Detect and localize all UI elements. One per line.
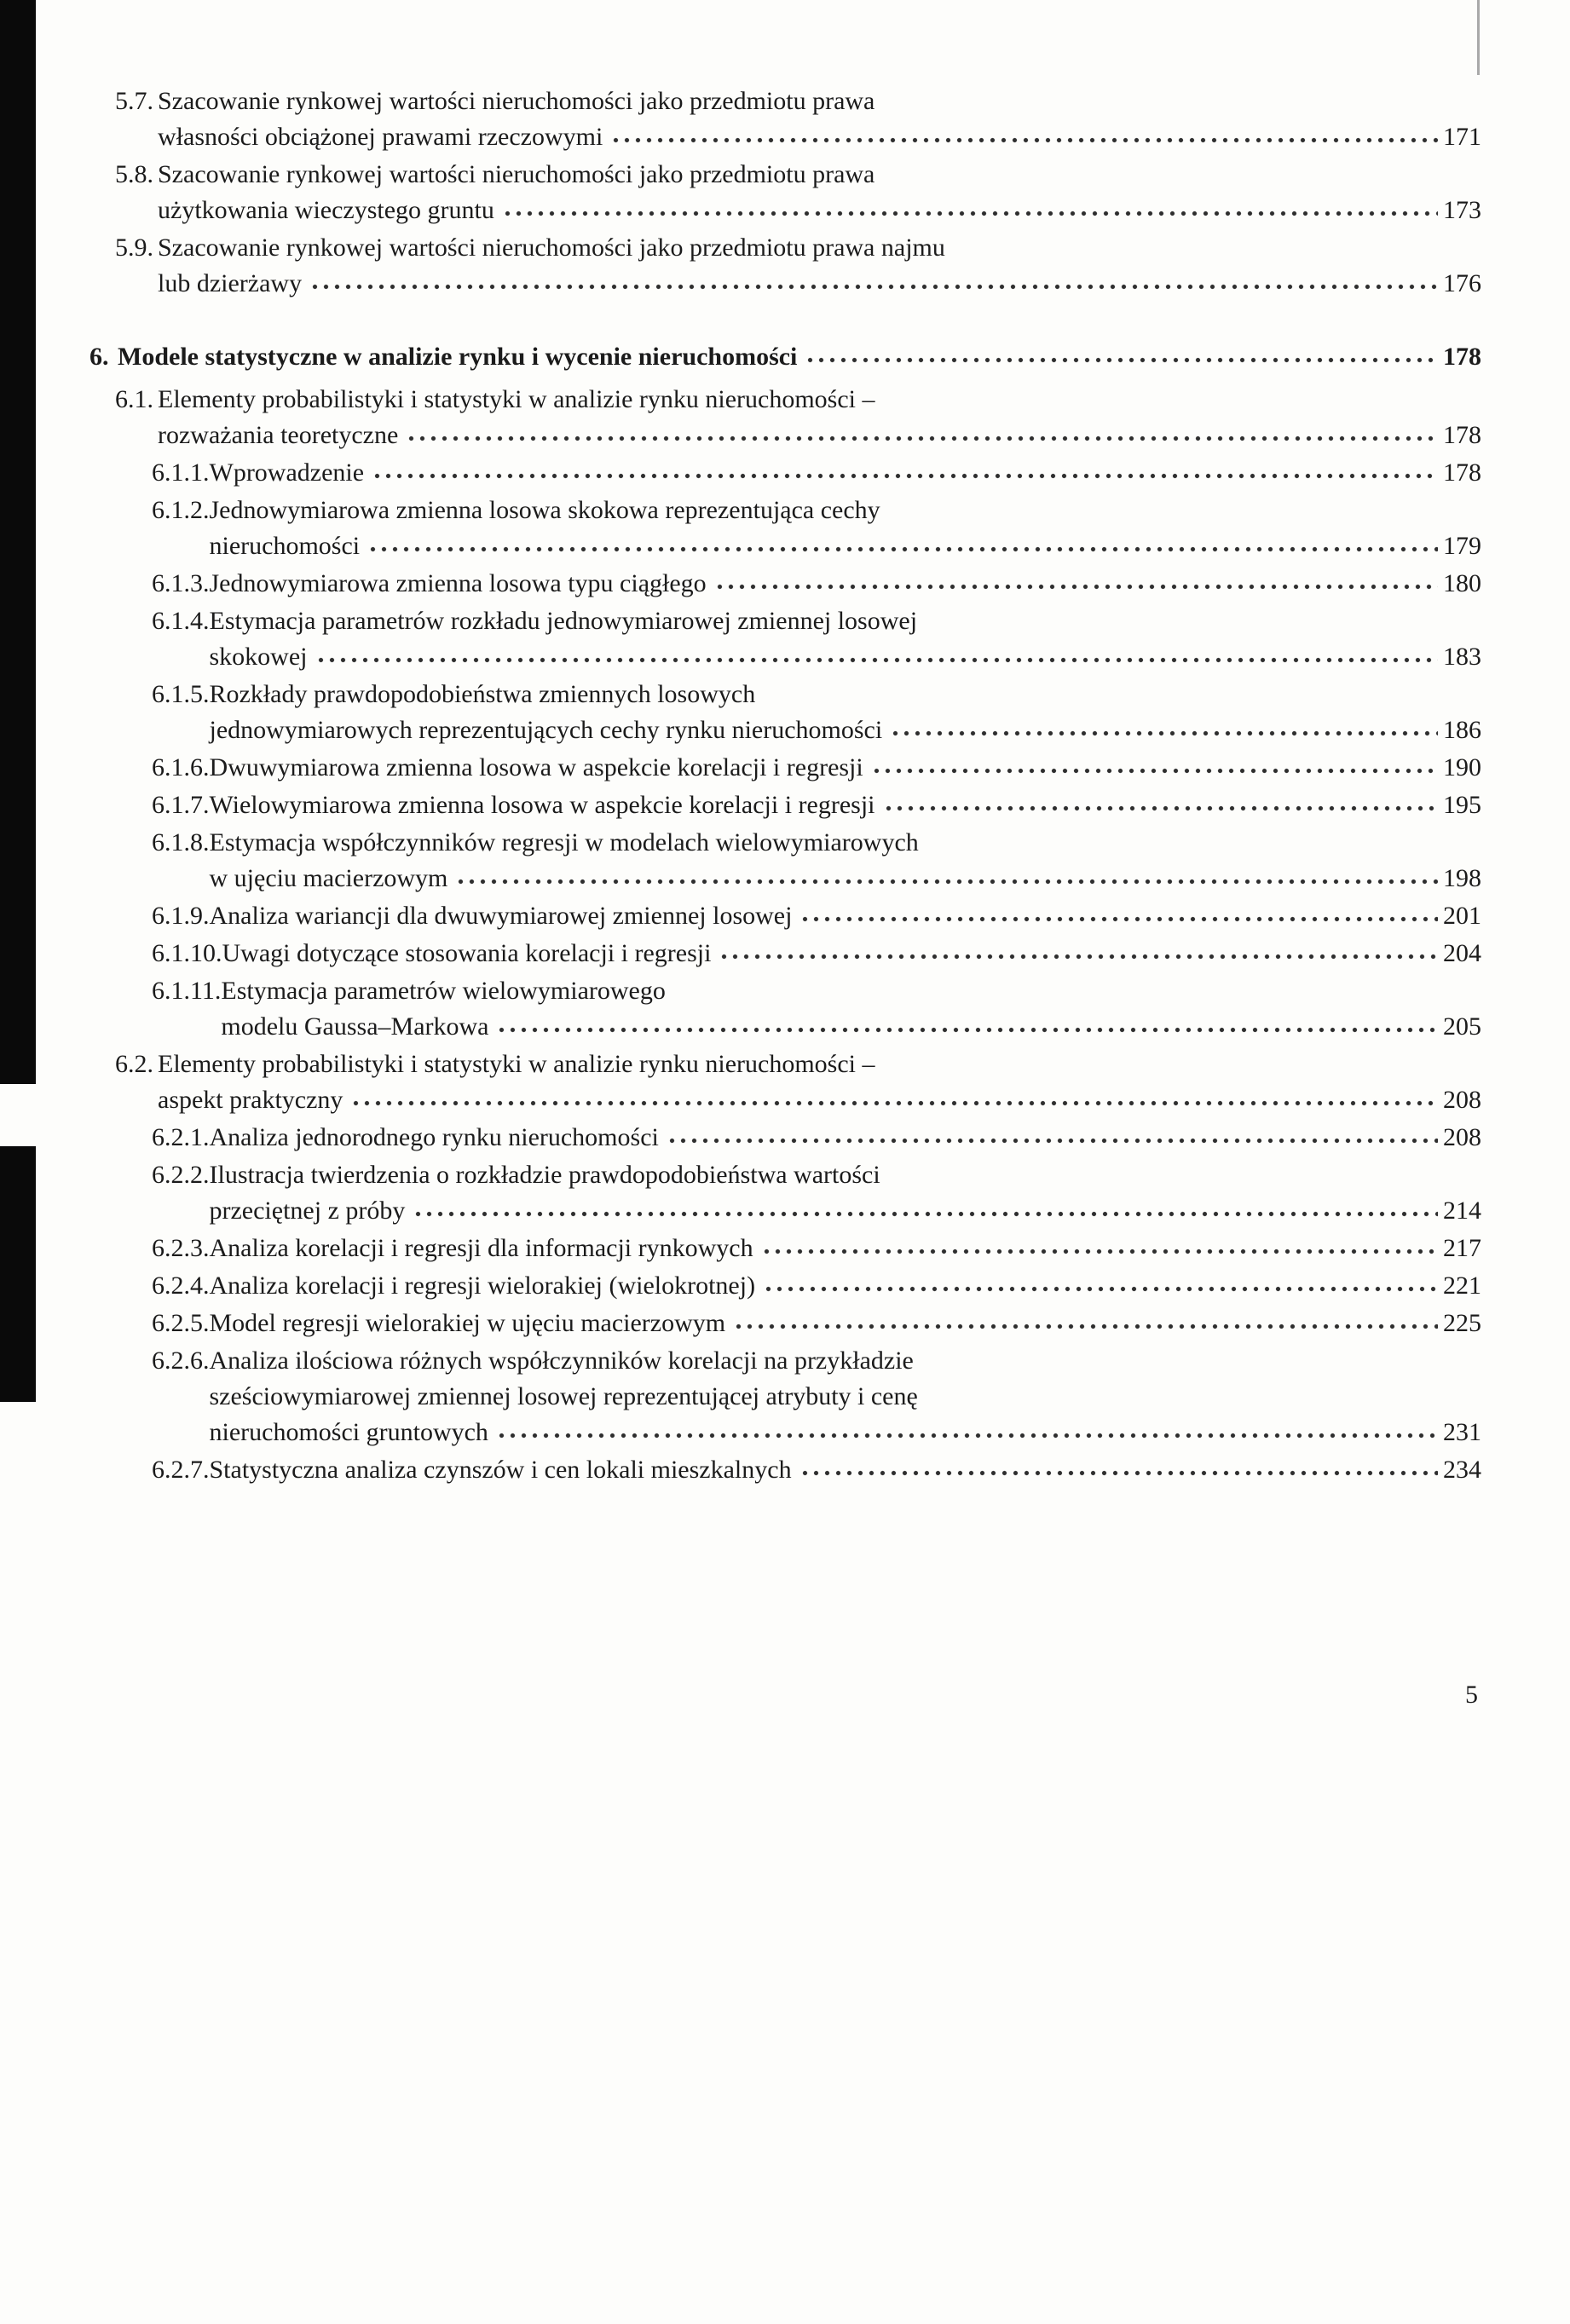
dot-leader: [799, 1470, 1438, 1476]
toc-entry-body: [210, 1120, 1482, 1156]
toc-entry-title: własności obciążonej prawami rzeczowymi: [158, 123, 603, 151]
dot-leader: [883, 805, 1439, 811]
toc-entry-page: 179: [1443, 532, 1481, 560]
toc-entry-number: 6.2.2.: [152, 1161, 210, 1189]
toc-entry: [89, 936, 1481, 972]
toc-entry-page: 186: [1443, 716, 1481, 744]
toc-entry-title: Uwagi dotyczące stosowania korelacji i regresji: [222, 939, 712, 967]
toc-entry-page: 231: [1443, 1418, 1481, 1446]
toc-entry-title: Dwuwymiarowa zmienna losowa w aspekcie korelacji i regresji: [209, 753, 863, 781]
toc-entry-page: 205: [1443, 1012, 1481, 1041]
toc-entry-title-line: Estymacja współczynników regresji w modelach wielowymiarowych: [209, 828, 919, 856]
dot-leader: [350, 1100, 1438, 1106]
toc-entry-number: 6.1.7.: [152, 791, 210, 819]
toc-entry-title: aspekt praktyczny: [158, 1086, 343, 1114]
toc-entry: [89, 455, 1481, 491]
toc-entry: [89, 84, 1481, 155]
toc-entry: [89, 973, 1481, 1045]
toc-entry-title: Wielowymiarowa zmienna losowa w aspekcie korelacji i regresji: [209, 791, 875, 819]
toc-entry-title: lub dzierżawy: [158, 269, 303, 297]
dot-leader: [413, 1211, 1438, 1217]
toc-entry-title-line: Rozkłady prawdopodobieństwa zmiennych losowych: [209, 680, 756, 708]
toc-entry: [89, 493, 1481, 564]
dot-leader: [610, 137, 1438, 143]
toc-entry-body: [158, 1047, 1481, 1118]
toc-entry-page: 198: [1443, 864, 1481, 892]
page-number: 5: [1465, 1681, 1478, 1709]
toc-entry-title: rozważania teoretyczne: [158, 421, 399, 449]
toc-entry-body: [210, 455, 1482, 491]
toc-entry-title-line: Estymacja parametrów wielowymiarowego: [221, 977, 666, 1005]
toc-entry-title: nieruchomości: [209, 532, 361, 560]
toc-entry-body: [158, 84, 1481, 155]
toc-entry: [89, 750, 1481, 786]
toc-entry-number: 6.2.1.: [152, 1123, 210, 1151]
toc-entry: [89, 1306, 1481, 1341]
toc-entry-number: 6.2.4.: [152, 1272, 210, 1300]
dot-leader: [714, 584, 1438, 590]
toc-entry: [89, 230, 1481, 302]
toc-entry-page: 208: [1443, 1086, 1481, 1114]
toc-entry-number: 6.1.8.: [152, 828, 210, 856]
toc-entry: [89, 603, 1481, 675]
dot-leader: [719, 954, 1438, 960]
toc-entry-number: 6.2.3.: [152, 1234, 210, 1262]
toc-entry-page: 183: [1443, 643, 1481, 671]
toc-entry-body: [210, 1343, 1482, 1450]
toc-entry: [89, 825, 1481, 897]
toc-entry: [89, 1343, 1481, 1450]
toc-entry-title: Analiza wariancji dla dwuwymiarowej zmiennej losowej: [209, 902, 793, 930]
dot-leader: [667, 1138, 1438, 1144]
toc-entry-page: 173: [1443, 196, 1481, 224]
dot-leader: [367, 546, 1438, 552]
toc-entry: [89, 787, 1481, 823]
toc-entry-body: [210, 493, 1482, 564]
dot-leader: [455, 879, 1438, 885]
table-of-contents: [89, 84, 1481, 1490]
dot-leader: [871, 768, 1438, 774]
toc-entry-page: 178: [1443, 421, 1481, 449]
toc-entry-title: nieruchomości gruntowych: [209, 1418, 488, 1446]
toc-entry-number: 5.7.: [115, 87, 153, 115]
toc-entry-page: 208: [1443, 1123, 1481, 1151]
dot-leader: [496, 1433, 1438, 1439]
dot-leader: [799, 916, 1438, 922]
toc-entry-number: 5.9.: [115, 234, 153, 262]
toc-entry-body: [158, 382, 1481, 453]
toc-entry-title-line: Szacowanie rynkowej wartości nieruchomości jako przedmiotu prawa: [158, 87, 875, 115]
toc-entry-page: 225: [1443, 1309, 1481, 1337]
toc-entry-number: 6.1.3.: [152, 569, 210, 597]
toc-entry-number: 6.2.7.: [152, 1456, 210, 1484]
toc-entry: [89, 898, 1481, 934]
toc-entry-number: 6.1.2.: [152, 496, 210, 524]
toc-entry-number: 6.1.10.: [152, 939, 222, 967]
toc-entry-body: [210, 566, 1482, 602]
toc-entry: [89, 157, 1481, 228]
toc-entry-title-line: Ilustracja twierdzenia o rozkładzie prawdopodobieństwa wartości: [209, 1161, 880, 1189]
toc-entry-title: przeciętnej z próby: [209, 1197, 406, 1225]
dot-leader: [496, 1027, 1438, 1033]
toc-entry-title: Model regresji wielorakiej w ujęciu macierzowym: [209, 1309, 726, 1337]
toc-entry-number: 6.1.11.: [152, 977, 222, 1005]
toc-entry-title: Statystyczna analiza czynszów i cen lokali mieszkalnych: [209, 1456, 792, 1484]
toc-entry-title-line: Elementy probabilistyki i statystyki w analizie rynku nieruchomości –: [158, 385, 875, 413]
toc-entry-title-line: Szacowanie rynkowej wartości nieruchomości jako przedmiotu prawa: [158, 160, 875, 188]
toc-entry-page: 201: [1443, 902, 1481, 930]
toc-entry-page: 171: [1443, 123, 1481, 151]
toc-entry-body: [221, 973, 1481, 1045]
toc-entry-title-line: Elementy probabilistyki i statystyki w analizie rynku nieruchomości –: [158, 1050, 875, 1078]
toc-entry-number: 6.2.6.: [152, 1347, 210, 1375]
toc-entry: [89, 1047, 1481, 1118]
dot-leader: [315, 657, 1439, 663]
dot-leader: [309, 284, 1438, 290]
toc-entry-page: 190: [1443, 753, 1481, 781]
toc-entry-number: 6.2.: [115, 1050, 153, 1078]
toc-entry-title-line: Jednowymiarowa zmienna losowa skokowa reprezentująca cechy: [209, 496, 880, 524]
toc-entry: [89, 1157, 1481, 1229]
toc-entry-body: [118, 339, 1481, 375]
toc-entry-body: [210, 677, 1482, 748]
dot-leader: [502, 210, 1438, 216]
toc-entry-number: 6.1.1.: [152, 458, 210, 487]
toc-entry-title: Modele statystyczne w analizie rynku i wycenie nieruchomości: [118, 343, 798, 371]
toc-entry-title: Wprowadzenie: [209, 458, 365, 487]
toc-entry-body: [210, 825, 1482, 897]
toc-entry-body: [210, 1268, 1482, 1304]
dot-leader: [761, 1249, 1438, 1254]
toc-entry-title-line: Szacowanie rynkowej wartości nieruchomości jako przedmiotu prawa najmu: [158, 234, 945, 262]
toc-entry: [89, 566, 1481, 602]
dot-leader: [733, 1323, 1438, 1329]
toc-entry-number: 6.1.5.: [152, 680, 210, 708]
toc-entry-number: 6.: [89, 343, 109, 371]
toc-entry-body: [158, 230, 1481, 302]
toc-entry-page: 221: [1443, 1272, 1481, 1300]
scan-artifact-left-bar-bottom: [0, 1146, 36, 1402]
scan-artifact-top-right-line: [1477, 0, 1480, 75]
toc-entry: [89, 677, 1481, 748]
toc-entry-number: 6.1.9.: [152, 902, 210, 930]
toc-entry-title: Analiza jednorodnego rynku nieruchomości: [209, 1123, 659, 1151]
toc-entry-number: 6.1.4.: [152, 607, 210, 635]
toc-entry-body: [158, 157, 1481, 228]
toc-entry-body: [210, 750, 1482, 786]
toc-entry-number: 5.8.: [115, 160, 153, 188]
toc-entry-title: Jednowymiarowa zmienna losowa typu ciągłego: [209, 569, 707, 597]
toc-entry-number: 6.1.6.: [152, 753, 210, 781]
toc-entry-title: skokowej: [209, 643, 308, 671]
toc-entry: [89, 382, 1481, 453]
toc-entry-title: modelu Gaussa–Markowa: [221, 1012, 489, 1041]
toc-entry-page: 180: [1443, 569, 1481, 597]
toc-entry-body: [222, 936, 1482, 972]
dot-leader: [890, 730, 1438, 736]
toc-entry-body: [210, 1231, 1482, 1266]
toc-entry: [89, 1120, 1481, 1156]
toc-entry-body: [210, 1157, 1482, 1229]
toc-entry-body: [210, 1306, 1482, 1341]
toc-entry: [89, 1231, 1481, 1266]
toc-entry-title: jednowymiarowych reprezentujących cechy rynku nieruchomości: [209, 716, 883, 744]
dot-leader: [372, 473, 1438, 479]
toc-entry-page: 234: [1443, 1456, 1481, 1484]
toc-entry-body: [210, 787, 1482, 823]
dot-leader: [805, 357, 1438, 363]
toc-entry-page: 195: [1443, 791, 1481, 819]
toc-entry-page: 176: [1443, 269, 1481, 297]
toc-entry-page: 214: [1443, 1197, 1481, 1225]
dot-leader: [406, 435, 1438, 441]
toc-entry-page: 178: [1443, 343, 1481, 371]
toc-entry-number: 6.1.: [115, 385, 153, 413]
toc-entry-title: Analiza korelacji i regresji dla informacji rynkowych: [209, 1234, 753, 1262]
toc-entry-title-line: Estymacja parametrów rozkładu jednowymiarowej zmiennej losowej: [209, 607, 918, 635]
toc-entry-page: 204: [1443, 939, 1481, 967]
toc-entry: [89, 1452, 1481, 1488]
toc-entry-number: 6.2.5.: [152, 1309, 210, 1337]
scan-artifact-left-bar-top: [0, 0, 36, 1084]
toc-entry-title-line: sześciowymiarowej zmiennej losowej reprezentującej atrybuty i cenę: [209, 1382, 918, 1410]
toc-entry-title: w ujęciu macierzowym: [209, 864, 448, 892]
toc-entry-title-line: Analiza ilościowa różnych współczynników korelacji na przykładzie: [209, 1347, 914, 1375]
toc-entry-body: [210, 898, 1482, 934]
toc-entry-body: [210, 603, 1482, 675]
toc-entry: [89, 1268, 1481, 1304]
dot-leader: [763, 1286, 1438, 1292]
toc-entry-body: [210, 1452, 1482, 1488]
toc-entry: [89, 339, 1481, 375]
toc-entry-title: Analiza korelacji i regresji wielorakiej (wielokrotnej): [209, 1272, 756, 1300]
toc-entries: [89, 84, 1481, 1488]
toc-entry-page: 217: [1443, 1234, 1481, 1262]
toc-entry-title: użytkowania wieczystego gruntu: [158, 196, 494, 224]
toc-entry-page: 178: [1443, 458, 1481, 487]
